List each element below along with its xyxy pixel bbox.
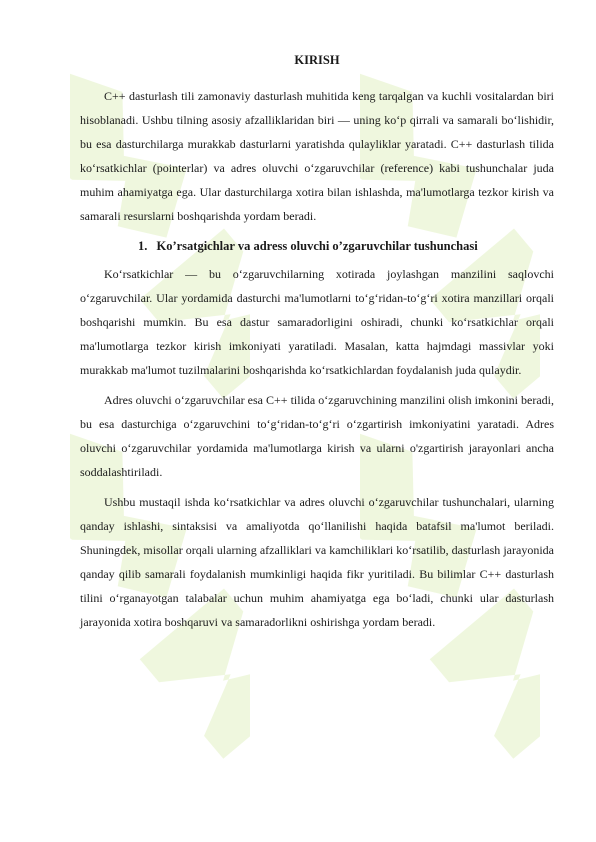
section-heading-text: Ko’rsatgichlar va adress oluvchi o’zgaruvchilar tushunchasi <box>156 239 478 253</box>
body-paragraph: Ushbu mustaqil ishda ko‘rsatkichlar va adres oluvchi o‘zgaruvchilar tushunchalari, ularning qanday ishlashi, sintaksisi va amaliyotda qo‘llanilishi haqida batafsil ma'lumot beriladi. Shuningdek, misollar orqali ularning afzalliklari va kamchiliklari ko‘rsatilib, dasturlash jarayonida qanday qilib samarali foydalanish mumkinligi haqida fikr yuritiladi. Bu bilimlar C++ dasturlash tilini o‘rganayotgan talabalar uchun muhim ahamiyatga ega bo‘ladi, chunki ular dasturlash jarayonida xotira boshqaruvi va samaradorlikni oshirishga yordam beradi. <box>80 495 554 629</box>
document-page <box>80 52 554 640</box>
section-heading <box>138 234 554 258</box>
page-title: KIRISH <box>294 53 340 67</box>
body-paragraph: Adres oluvchi o‘zgaruvchilar esa C++ tilida o‘zgaruvchining manzilini olish imkonini beradi, bu esa dasturchiga o‘zgaruvchini to‘g‘ridan-to‘g‘ri o‘zgartirish imkoniyatini yaratadi. Adres oluvchi o‘zgaruvchilar yordamida ma'lumotlarga kirish va ularni o'zgartirish jarayonlari ancha soddalashtiriladi. <box>80 393 554 479</box>
section-number: 1. <box>138 239 148 253</box>
intro-paragraph: C++ dasturlash tili zamonaviy dasturlash muhitida keng tarqalgan va kuchli vositalardan biri hisoblanadi. Ushbu tilning asosiy afzalliklaridan biri — uning ko‘p qirrali va samarali bo‘lishidir, bu esa dasturchilarga murakkab dasturlarni yaratishda qulayliklar yaratadi. C++ dasturlash tilida ko‘rsatkichlar (pointerlar) va adres oluvchi o‘zgaruvchilar (reference) kabi tushunchalar juda muhim ahamiyatga ega. Ular dasturchilarga xotira bilan ishlashda, ma'lumotlarga tezkor kirish va samarali resurslarni boshqarishda yordam beradi. <box>80 89 554 223</box>
body-paragraph: Ko‘rsatkichlar — bu o‘zgaruvchilarning xotirada joylashgan manzilini saqlovchi o‘zgaruvchilar. Ular yordamida dasturchi ma'lumotlarni to‘g‘ridan-to‘g‘ri xotira manzillari orqali boshqarishi mumkin. Bu esa dastur samaradorligini oshiradi, chunki ko‘rsatkichlar orqali ma'lumotlarga tezkor kirish imkoniyati yaratiladi. Masalan, katta hajmdagi massivlar yoki murakkab ma'lumot tuzilmalarini boshqarishda ko‘rsatkichlardan foydalanish juda qulaydir. <box>80 267 554 377</box>
